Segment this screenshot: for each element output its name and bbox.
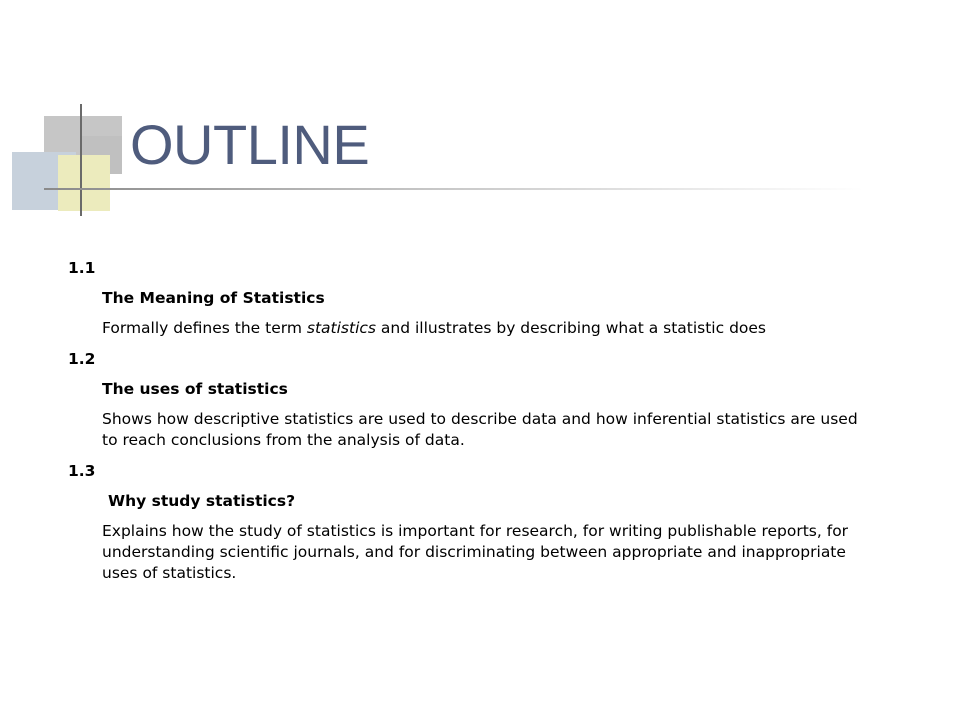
slide-title: OUTLINE xyxy=(130,113,370,176)
decor-vertical-line xyxy=(80,104,82,216)
section-description xyxy=(102,318,872,339)
section-title: The uses of statistics xyxy=(102,380,288,398)
title-underline xyxy=(44,188,864,190)
section-description: Explains how the study of statistics is important for research, for writing publishable reports, for understanding scientific journals, and for discriminating between appropriate and inappropriate uses of statistics. xyxy=(102,522,849,582)
description-text: Formally defines the term xyxy=(102,319,307,337)
description-emphasis: statistics xyxy=(306,319,376,337)
outline-section xyxy=(68,461,868,584)
outline-section xyxy=(68,349,868,451)
outline-list xyxy=(68,258,868,594)
section-number: 1.1 xyxy=(68,259,96,277)
section-title: Why study statistics? xyxy=(108,492,296,510)
section-description: Shows how descriptive statistics are used to describe data and how inferential statistics are used to reach conclusions from the analysis of data. xyxy=(102,410,858,449)
description-text: and illustrates by describing what a statistic does xyxy=(375,319,766,337)
section-number: 1.3 xyxy=(68,462,96,480)
section-title: The Meaning of Statistics xyxy=(102,289,325,307)
outline-section xyxy=(68,258,868,339)
decor-square-yellow xyxy=(58,155,110,211)
section-number: 1.2 xyxy=(68,350,96,368)
